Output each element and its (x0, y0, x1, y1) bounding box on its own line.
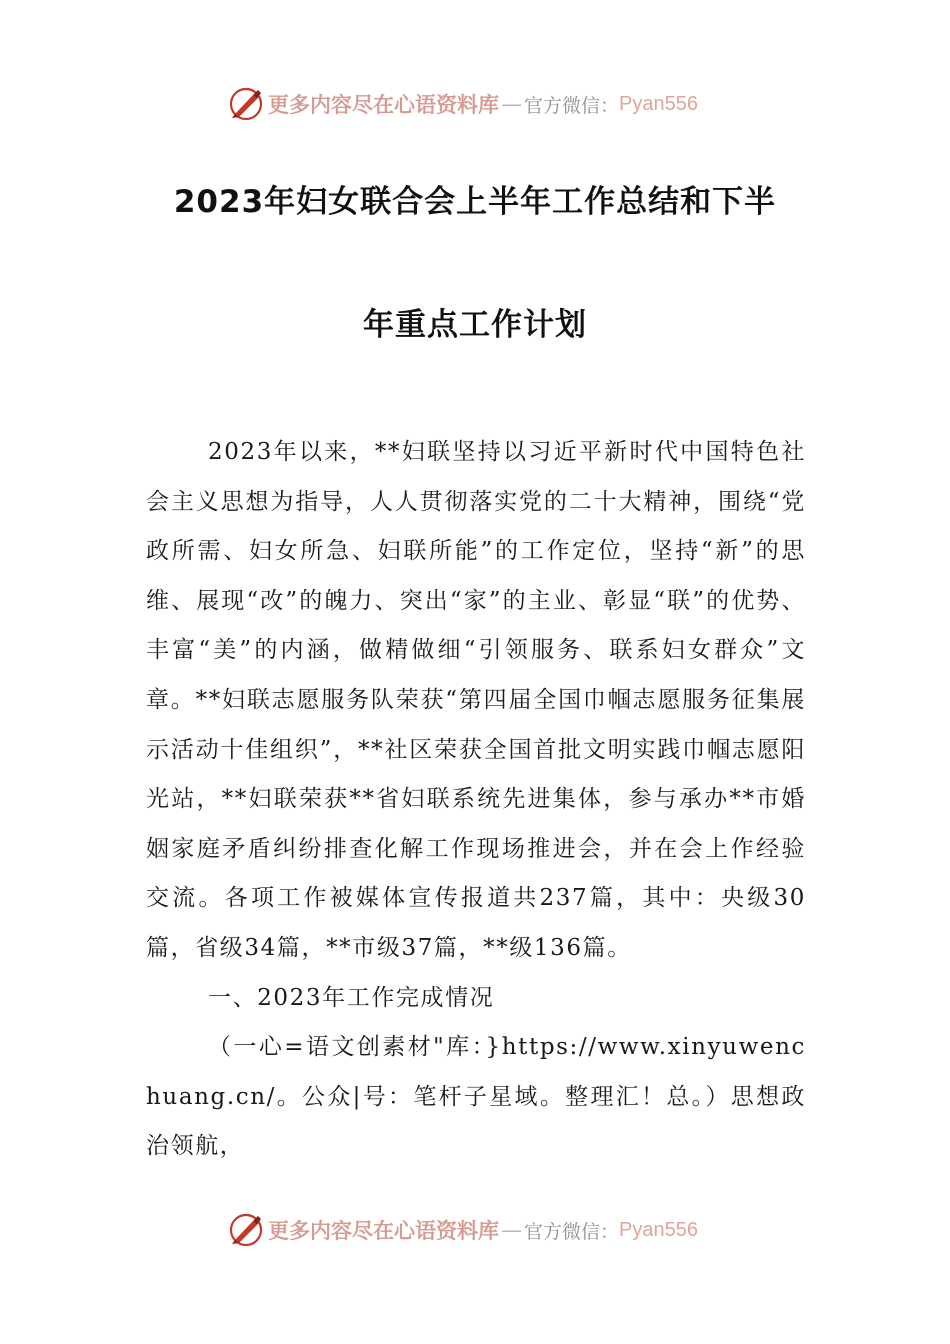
subsection-paragraph: （一心=语文创素材"库：}https://www.xinyuwenchuang.cn/。公众|号：笔杆子星域。整理汇！总。）思想政治领航， (146, 1034, 806, 1160)
watermark-brand: 更多内容尽在心语资料库 (268, 92, 499, 117)
watermark-label: 官方微信： (524, 94, 620, 117)
document-title-line-1: 2023年妇女联合会上半年工作总结和下半 (173, 184, 777, 220)
header-watermark (226, 84, 698, 124)
pen-nib-logo-icon (226, 1210, 266, 1250)
document-body (146, 428, 806, 1172)
watermark-brand: 更多内容尽在心语资料库 (268, 1218, 499, 1243)
watermark-label: 官方微信： (524, 1220, 620, 1243)
pen-nib-logo-icon (226, 84, 266, 124)
watermark-dash: — (501, 92, 522, 116)
footer-watermark (226, 1210, 698, 1250)
section-heading: 一、2023年工作完成情况 (208, 984, 495, 1011)
intro-paragraph: 2023年以来，**妇联坚持以习近平新时代中国特色社会主义思想为指导，人人贯彻落实党的二十大精神，围绕“党政所需、妇女所急、妇联所能”的工作定位，坚持“新”的思维、展现“改”的魄力、突出“家”的主业、彰显“联”的优势、丰富“美”的内涵，做精做细“引领服务、联系妇女群众”文章。**妇联志愿服务队荣获“第四届全国巾帼志愿服务征集展示活动十佳组织”，**社区荣获全国首批文明实践巾帼志愿阳光站，**妇联荣获**省妇联系统先进集体，参与承办**市婚姻家庭矛盾纠纷排查化解工作现场推进会，并在会上作经验交流。各项工作被媒体宣传报道共237篇，其中：央级30篇，省级34篇，**市级37篇，**级136篇。 (146, 439, 806, 961)
document-title-line-2: 年重点工作计划 (363, 307, 587, 343)
watermark-account: Pyan556 (619, 92, 698, 115)
watermark-dash: — (501, 1218, 522, 1242)
watermark-account: Pyan556 (619, 1218, 698, 1241)
